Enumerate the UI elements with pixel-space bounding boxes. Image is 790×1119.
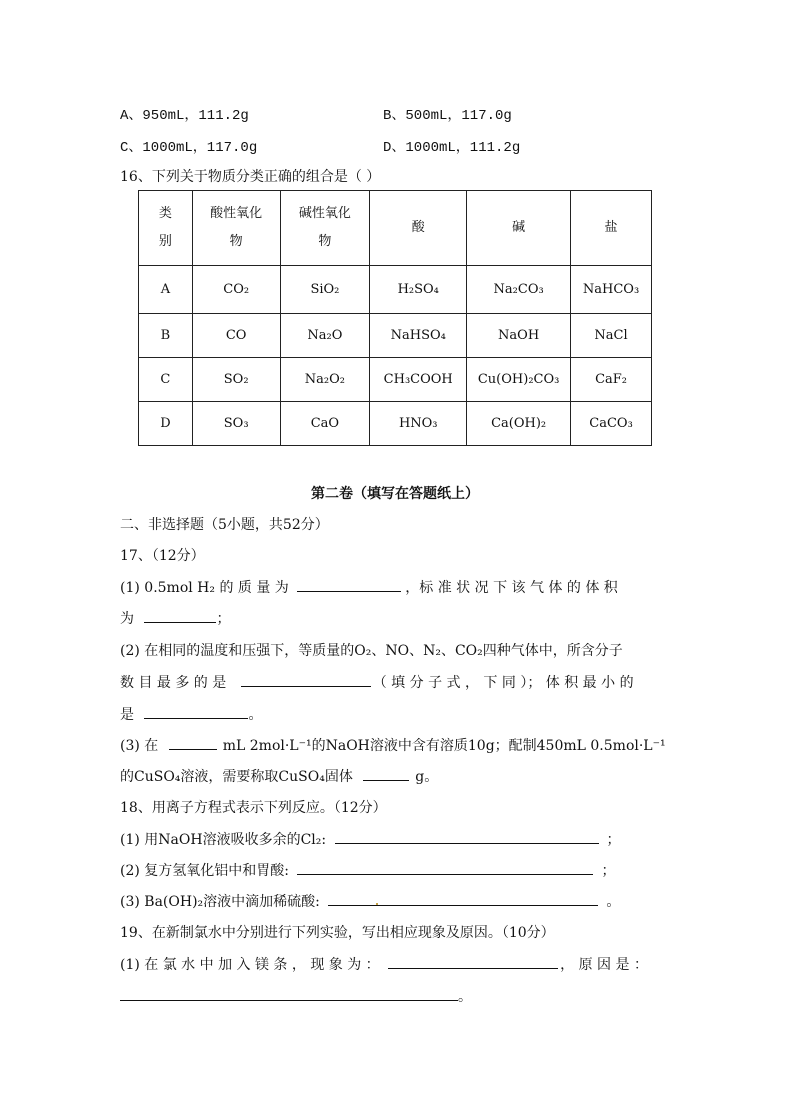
table-row: B CO Na₂O NaHSO₄ NaOH NaCl	[139, 314, 652, 358]
q17-p2-line1: (2) 在相同的温度和压强下，等质量的O₂、NO、N₂、CO₂四种气体中，所含分子	[120, 643, 623, 659]
answer-blank[interactable]	[241, 672, 371, 687]
header-category: 类 别	[139, 191, 193, 266]
answer-blank[interactable]	[297, 577, 401, 592]
q17-p1-line2: 为 ；	[120, 608, 230, 628]
q18-head: 18、用离子方程式表示下列反应。（12分）	[120, 800, 387, 816]
option-a: A、950mL，111.2g	[120, 108, 249, 124]
option-d: D、1000mL，111.2g	[383, 140, 521, 156]
q19-head: 19、在新制氯水中分别进行下列实验，写出相应现象及原因。（10分）	[120, 925, 555, 941]
answer-blank[interactable]	[328, 891, 598, 906]
q16-stem: 16、下列关于物质分类正确的组合是（ ）	[120, 169, 381, 185]
table-row: D SO₃ CaO HNO₃ Ca(OH)₂ CaCO₃	[139, 402, 652, 446]
header-salt: 盐	[571, 191, 652, 266]
answer-blank[interactable]	[297, 860, 593, 875]
q17-p1-line1: (1) 0.5mol H₂ 的 质 量 为 ，标 准 状 况 下 该 气 体 的 体 积	[120, 577, 618, 597]
part2-title: 第二卷（填写在答题纸上）	[311, 486, 479, 502]
q17-p3-line1: (3) 在 mL 2mol·L⁻¹的NaOH溶液中含有溶质10g；配制450mL 0.5mol·L⁻¹	[120, 735, 666, 755]
option-c: C、1000mL，117.0g	[120, 140, 258, 156]
q18-item1: (1) 用NaOH溶液吸收多余的Cl₂: ；	[120, 829, 621, 849]
q19-item1-line1: (1) 在 氯 水 中 加 入 镁 条 ， 现 象 为 ： ， 原 因 是 ：	[120, 954, 648, 974]
classification-table	[138, 190, 652, 446]
section-heading: 二、非选择题（5小题，共52分）	[120, 517, 329, 533]
table-row: C SO₂ Na₂O₂ CH₃COOH Cu(OH)₂CO₃ CaF₂	[139, 358, 652, 402]
answer-blank[interactable]	[335, 829, 599, 844]
answer-blank[interactable]	[169, 735, 217, 750]
option-b: B、500mL，117.0g	[383, 108, 512, 124]
ink-speck	[376, 903, 378, 905]
answer-blank[interactable]	[363, 766, 409, 781]
table-row: A CO₂ SiO₂ H₂SO₄ Na₂CO₃ NaHCO₃	[139, 266, 652, 314]
header-basic-oxide: 碱性氧化 物	[280, 191, 370, 266]
q18-item2: (2) 复方氢氧化铝中和胃酸: ；	[120, 860, 615, 880]
q17-p2-line3: 是 。	[120, 704, 262, 724]
answer-blank[interactable]	[120, 986, 458, 1001]
header-acid: 酸	[370, 191, 467, 266]
header-base: 碱	[467, 191, 571, 266]
answer-blank[interactable]	[144, 608, 216, 623]
answer-blank[interactable]	[388, 954, 558, 969]
q17-p3-line2: 的CuSO₄溶液，需要称取CuSO₄固体 g。	[120, 766, 438, 786]
header-acidic-oxide: 酸性氧化 物	[192, 191, 280, 266]
q17-head: 17、（12分）	[120, 548, 205, 564]
q17-p2-line2: 数 目 最 多 的 是 （ 填 分 子 式 ， 下 同 ）； 体 积 最 小 的	[120, 672, 634, 692]
q19-item1-line2: 。	[120, 986, 472, 1006]
q18-item3: (3) Ba(OH)₂溶液中滴加稀硫酸: 。	[120, 891, 620, 911]
answer-blank[interactable]	[144, 704, 248, 719]
